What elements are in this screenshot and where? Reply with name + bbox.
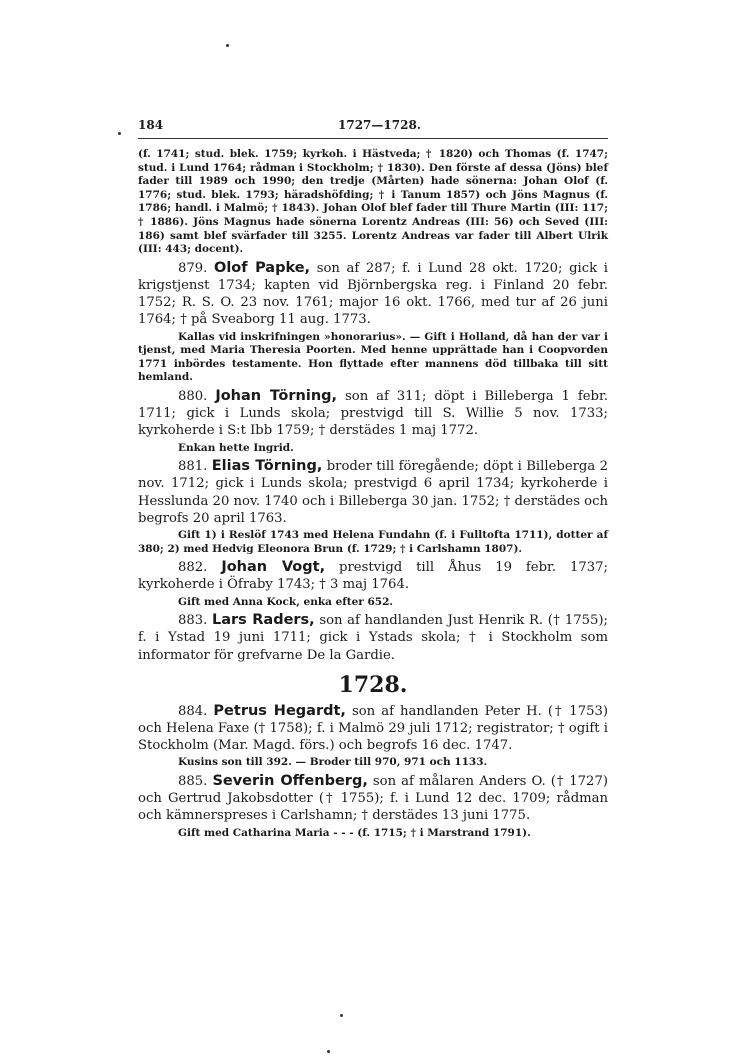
- entry-number: 881.: [178, 459, 208, 475]
- entry-name: Elias Törning,: [211, 458, 323, 475]
- entry-number: 883.: [178, 613, 208, 629]
- entry-881: [138, 458, 608, 556]
- running-head-years: 1727—1728.: [338, 118, 421, 132]
- entry-name: Olof Papke,: [214, 259, 311, 276]
- print-speck: [226, 44, 229, 47]
- entry-number: 884.: [178, 703, 208, 719]
- entry-name: Lars Raders,: [211, 612, 315, 629]
- continued-note: (f. 1741; stud. blek. 1759; kyrkoh. i Hästveda; † 1820) och Thomas (f. 1747; stud. i Lund 1764; rådman i Stockholm; † 1830). Den förste af dessa (Jöns) blef fader till 1989 och 1990; den tredje (Mårten) hade sönerna: Johan Olof (f. 1776; stud. blek. 1793; häradshöfding; † i Tanum 1857) och Jöns Magnus (f. 1786; handl. i Malmö; † 1843). Johan Olof blef fader till Thure Martin (III: 117; † 1886). Jöns Magnus hade sönerna Lorentz Andreas (III: 56) och Seved (III: 186) samt blef svärfader till 3255. Lorentz Andreas var fader till Albert Ulrik (III: 443; docent).: [138, 148, 608, 256]
- entry-882: [138, 559, 608, 609]
- entry-text: son af 311; döpt i Billeberga 1 febr. 1711; gick i Lunds skola; prestvigd till S. Willie 5 nov. 1733; kyrkoherde i S:t Ibb 1759; † derstädes 1 maj 1772.: [138, 388, 608, 439]
- entry-note: Kusins son till 392. — Broder till 970, 971 och 1133.: [178, 756, 488, 769]
- entry-note: Gift 1) i Reslöf 1743 med Helena Fundahn (f. i Fulltofta 1711), dotter af 380; 2) med Hedvig Eleonora Brun (f. 1729; † i Carlshamn 1807).: [138, 528, 608, 555]
- page-number: 184: [138, 118, 164, 132]
- entry-name: Severin Offenberg,: [212, 772, 368, 789]
- entry-885: [138, 773, 608, 840]
- entry-880: [138, 388, 608, 455]
- entry-text: prestvigd till Åhus 19 febr. 1737; kyrkoherde i Öfraby 1743; † 3 maj 1764.: [138, 560, 608, 593]
- entry-note: Kallas vid inskrifningen »honorarius». — Gift i Holland, då han der var i tjenst, med Maria Theresia Poorten. Med henne upprättade han i Coopvorden 1771 inbördes testamente. Hon flyttade efter mannens död tillbaka till sitt hemland.: [138, 330, 608, 384]
- print-speck: [327, 1050, 330, 1053]
- entry-name: Johan Törning,: [215, 387, 338, 404]
- entry-name: Petrus Hegardt,: [213, 702, 346, 719]
- entry-name: Johan Vogt,: [221, 559, 326, 576]
- book-page: [138, 118, 609, 839]
- page-content: [138, 148, 608, 840]
- entry-note: Gift med Anna Kock, enka efter 652.: [178, 595, 394, 608]
- header-rule: [138, 138, 608, 139]
- entry-883: [138, 612, 608, 664]
- entry-number: 880.: [178, 388, 208, 404]
- entry-879: [138, 260, 608, 385]
- print-speck: [118, 132, 121, 135]
- entry-number: 882.: [178, 560, 208, 576]
- entry-note: Gift med Catharina Maria - - - (f. 1715; † i Marstrand 1791).: [178, 826, 531, 839]
- year-heading: 1728.: [338, 671, 408, 698]
- entry-884: [138, 703, 608, 770]
- entry-note: Enkan hette Ingrid.: [178, 441, 294, 454]
- entry-text: son af handlanden Peter H. († 1753) och Helena Faxe († 1758); f. i Malmö 29 juli 1712; registrator; † ogift i Stockholm (Mar. Magd. förs.) och begrofs 16 dec. 1747.: [138, 703, 609, 754]
- entry-text: broder till föregående; döpt i Billeberga 2 nov. 1712; gick i Lunds skola; prestvigd 6 april 1734; kyrkoherde i Hesslunda 20 nov. 1740 och i Billeberga 30 jan. 1752; † derstädes och begrofs 20 april 1763.: [138, 459, 608, 526]
- entry-number: 879.: [178, 260, 208, 276]
- entry-text: son af målaren Anders O. († 1727) och Gertrud Jakobsdotter († 1755); f. i Lund 12 dec. 1709; rådman och kämnerspreses i Carlshamn; † derstädes 13 juni 1775.: [138, 773, 608, 824]
- entry-text: son af handlanden Just Henrik R. († 1755); f. i Ystad 19 juni 1711; gick i Ystads skola; † i Stockholm som informator för grefvarne De la Gardie.: [138, 613, 609, 663]
- print-speck: [340, 1014, 343, 1017]
- entry-text: son af 287; f. i Lund 28 okt. 1720; gick i krigstjenst 1734; kapten vid Björnbergska reg. i Finland 20 febr. 1752; R. S. O. 23 nov. 1761; major 16 okt. 1766, med tur af 26 juni 1764; † på Sveaborg 11 aug. 1773.: [138, 260, 608, 328]
- page-header: [138, 118, 608, 138]
- entry-number: 885.: [178, 773, 208, 789]
